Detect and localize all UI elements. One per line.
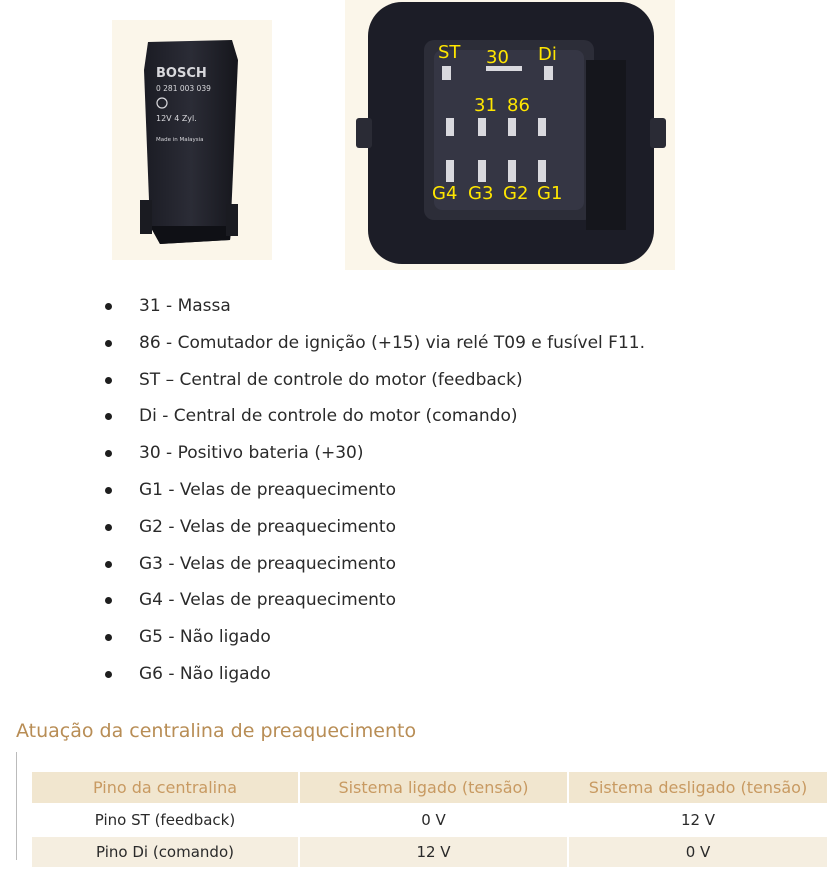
bullet-icon bbox=[105, 340, 112, 347]
list-item-text: G2 - Velas de preaquecimento bbox=[139, 516, 396, 537]
table-cell: Pino ST (feedback) bbox=[32, 804, 299, 836]
pin-label-g1: G1 bbox=[537, 183, 563, 204]
bosch-brand: BOSCH bbox=[156, 66, 207, 81]
list-item bbox=[103, 619, 645, 656]
list-item bbox=[103, 435, 645, 472]
bullet-icon bbox=[105, 487, 112, 494]
list-item-text: G3 - Velas de preaquecimento bbox=[139, 553, 396, 574]
bullet-icon bbox=[105, 597, 112, 604]
list-item bbox=[103, 472, 645, 509]
bullet-icon bbox=[105, 524, 112, 531]
list-item-text: ST – Central de controle do motor (feedback) bbox=[139, 369, 523, 390]
table-header-cell: Sistema desligado (tensão) bbox=[568, 772, 827, 804]
pin-label-31: 31 bbox=[474, 95, 497, 116]
table-cell: Pino Di (comando) bbox=[32, 836, 299, 867]
pin-label-di: Di bbox=[538, 44, 557, 65]
list-item bbox=[103, 288, 645, 325]
table-row bbox=[32, 836, 827, 867]
table-header-row bbox=[32, 772, 827, 804]
list-item bbox=[103, 546, 645, 583]
bullet-icon bbox=[105, 561, 112, 568]
list-item-text: G6 - Não ligado bbox=[139, 663, 271, 684]
table-header-cell: Pino da centralina bbox=[32, 772, 299, 804]
table-row bbox=[32, 804, 827, 836]
voltage-table bbox=[32, 772, 827, 867]
bullet-icon bbox=[105, 413, 112, 420]
list-item bbox=[103, 656, 645, 693]
bullet-icon bbox=[105, 634, 112, 641]
list-item-text: Di - Central de controle do motor (comando) bbox=[139, 406, 518, 427]
section-title: Atuação da centralina de preaquecimento bbox=[16, 720, 417, 742]
pin-label-g4: G4 bbox=[432, 183, 458, 204]
list-item-text: 30 - Positivo bateria (+30) bbox=[139, 443, 364, 464]
relay-connector-image bbox=[348, 0, 668, 268]
bullet-icon bbox=[105, 450, 112, 457]
list-item bbox=[103, 509, 645, 546]
bullet-icon bbox=[105, 303, 112, 310]
table-cell: 0 V bbox=[299, 804, 568, 836]
list-item bbox=[103, 325, 645, 362]
list-item-text: G4 - Velas de preaquecimento bbox=[139, 590, 396, 611]
bullet-icon bbox=[105, 671, 112, 678]
list-item bbox=[103, 582, 645, 619]
table-cell: 12 V bbox=[568, 804, 827, 836]
pin-description-list bbox=[103, 288, 645, 693]
list-item bbox=[103, 362, 645, 399]
pin-label-st: ST bbox=[438, 42, 461, 63]
pin-label-g2: G2 bbox=[503, 183, 529, 204]
bosch-part-number: 0 281 003 039 bbox=[156, 84, 211, 93]
list-item-text: 31 - Massa bbox=[139, 296, 231, 316]
relay-photos bbox=[0, 0, 837, 278]
list-item bbox=[103, 398, 645, 435]
bosch-spec: 12V 4 Zyl. bbox=[156, 114, 197, 123]
bosch-relay-image bbox=[120, 30, 260, 260]
pin-label-30: 30 bbox=[486, 47, 509, 68]
bosch-origin: Made in Malaysia bbox=[156, 137, 204, 143]
list-item-text: G5 - Não ligado bbox=[139, 627, 271, 648]
table-cell: 12 V bbox=[299, 836, 568, 867]
list-item-text: 86 - Comutador de ignição (+15) via relé T09 e fusível F11. bbox=[139, 332, 645, 353]
pin-label-g3: G3 bbox=[468, 183, 494, 204]
pin-label-86: 86 bbox=[507, 95, 530, 116]
table-header-cell: Sistema ligado (tensão) bbox=[299, 772, 568, 804]
table-cell: 0 V bbox=[568, 836, 827, 867]
section-divider bbox=[16, 752, 17, 860]
bullet-icon bbox=[105, 377, 112, 384]
list-item-text: G1 - Velas de preaquecimento bbox=[139, 479, 396, 500]
